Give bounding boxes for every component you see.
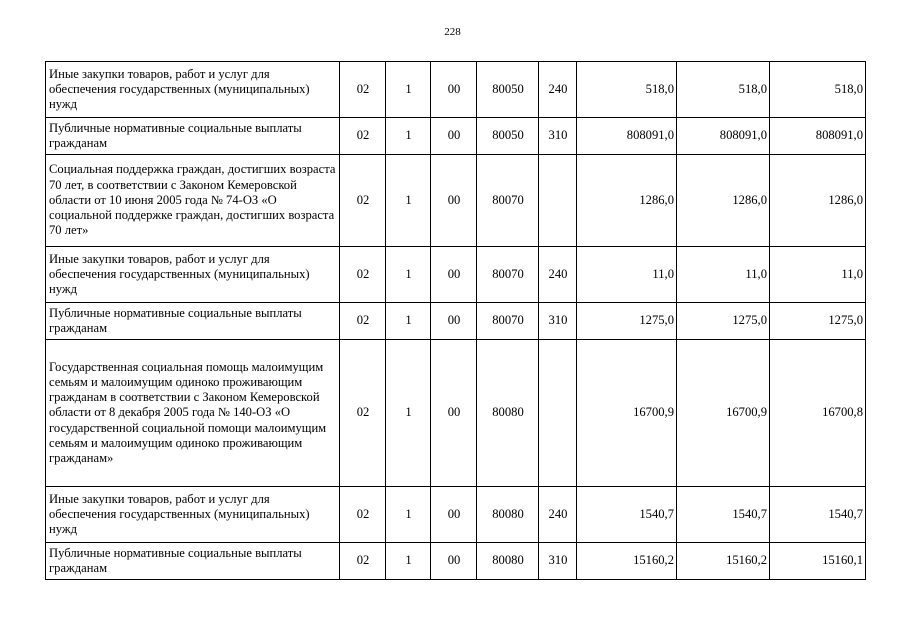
table-row [46, 155, 866, 247]
subprogram-code: 00 [431, 247, 477, 303]
row-name: Социальная поддержка граждан, достигших возраста 70 лет, в соответствии с Законом Кемеровской области от 10 июня 2005 года № 74-ОЗ «О социальной поддержке граждан, достигших возраста 70 лет» [46, 155, 340, 247]
sum-year-3: 1540,7 [770, 487, 866, 543]
section-code: 02 [340, 62, 386, 118]
program-code: 1 [386, 118, 431, 155]
sum-year-2: 15160,2 [677, 543, 770, 580]
program-code: 1 [386, 487, 431, 543]
direction-code: 80070 [477, 247, 539, 303]
subprogram-code: 00 [431, 62, 477, 118]
direction-code: 80070 [477, 303, 539, 340]
subprogram-code: 00 [431, 303, 477, 340]
program-code: 1 [386, 155, 431, 247]
section-code: 02 [340, 340, 386, 487]
section-code: 02 [340, 155, 386, 247]
section-code: 02 [340, 247, 386, 303]
sum-year-2: 518,0 [677, 62, 770, 118]
program-code: 1 [386, 62, 431, 118]
expense-type-code: 310 [539, 118, 577, 155]
direction-code: 80050 [477, 62, 539, 118]
table-row [46, 303, 866, 340]
sum-year-1: 1275,0 [577, 303, 677, 340]
section-code: 02 [340, 487, 386, 543]
section-code: 02 [340, 303, 386, 340]
subprogram-code: 00 [431, 155, 477, 247]
program-code: 1 [386, 340, 431, 487]
expense-type-code: 240 [539, 62, 577, 118]
section-code: 02 [340, 118, 386, 155]
sum-year-1: 11,0 [577, 247, 677, 303]
sum-year-2: 1540,7 [677, 487, 770, 543]
sum-year-3: 11,0 [770, 247, 866, 303]
table-row [46, 247, 866, 303]
table-row [46, 487, 866, 543]
expense-type-code: 310 [539, 303, 577, 340]
section-code: 02 [340, 543, 386, 580]
sum-year-2: 16700,9 [677, 340, 770, 487]
table-row [46, 340, 866, 487]
row-name: Публичные нормативные социальные выплаты гражданам [46, 303, 340, 340]
program-code: 1 [386, 247, 431, 303]
sum-year-3: 1275,0 [770, 303, 866, 340]
direction-code: 80070 [477, 155, 539, 247]
page-number: 228 [444, 26, 461, 38]
row-name: Иные закупки товаров, работ и услуг для обеспечения государственных (муниципальных) нужд [46, 62, 340, 118]
direction-code: 80080 [477, 340, 539, 487]
direction-code: 80050 [477, 118, 539, 155]
expense-type-code: 310 [539, 543, 577, 580]
sum-year-1: 16700,9 [577, 340, 677, 487]
subprogram-code: 00 [431, 487, 477, 543]
row-name: Иные закупки товаров, работ и услуг для обеспечения государственных (муниципальных) нужд [46, 247, 340, 303]
subprogram-code: 00 [431, 543, 477, 580]
sum-year-1: 1286,0 [577, 155, 677, 247]
program-code: 1 [386, 303, 431, 340]
expense-type-code [539, 155, 577, 247]
expense-type-code: 240 [539, 247, 577, 303]
sum-year-2: 1275,0 [677, 303, 770, 340]
row-name: Публичные нормативные социальные выплаты гражданам [46, 543, 340, 580]
sum-year-1: 518,0 [577, 62, 677, 118]
subprogram-code: 00 [431, 118, 477, 155]
program-code: 1 [386, 543, 431, 580]
table-row [46, 62, 866, 118]
sum-year-2: 1286,0 [677, 155, 770, 247]
row-name: Публичные нормативные социальные выплаты гражданам [46, 118, 340, 155]
subprogram-code: 00 [431, 340, 477, 487]
sum-year-1: 808091,0 [577, 118, 677, 155]
direction-code: 80080 [477, 543, 539, 580]
sum-year-3: 518,0 [770, 62, 866, 118]
row-name: Иные закупки товаров, работ и услуг для обеспечения государственных (муниципальных) нужд [46, 487, 340, 543]
direction-code: 80080 [477, 487, 539, 543]
sum-year-1: 1540,7 [577, 487, 677, 543]
sum-year-3: 1286,0 [770, 155, 866, 247]
row-name: Государственная социальная помощь малоимущим семьям и малоимущим одиноко проживающим гражданам в соответствии с Законом Кемеровской области от 8 декабря 2005 года № 140-ОЗ «О государственной социальной помощи малоимущим семьям и малоимущим одиноко проживающим гражданам» [46, 340, 340, 487]
expense-type-code [539, 340, 577, 487]
sum-year-3: 16700,8 [770, 340, 866, 487]
sum-year-2: 808091,0 [677, 118, 770, 155]
table-row [46, 118, 866, 155]
sum-year-3: 15160,1 [770, 543, 866, 580]
expense-type-code: 240 [539, 487, 577, 543]
budget-table [45, 61, 866, 580]
sum-year-3: 808091,0 [770, 118, 866, 155]
sum-year-1: 15160,2 [577, 543, 677, 580]
sum-year-2: 11,0 [677, 247, 770, 303]
table-row [46, 543, 866, 580]
